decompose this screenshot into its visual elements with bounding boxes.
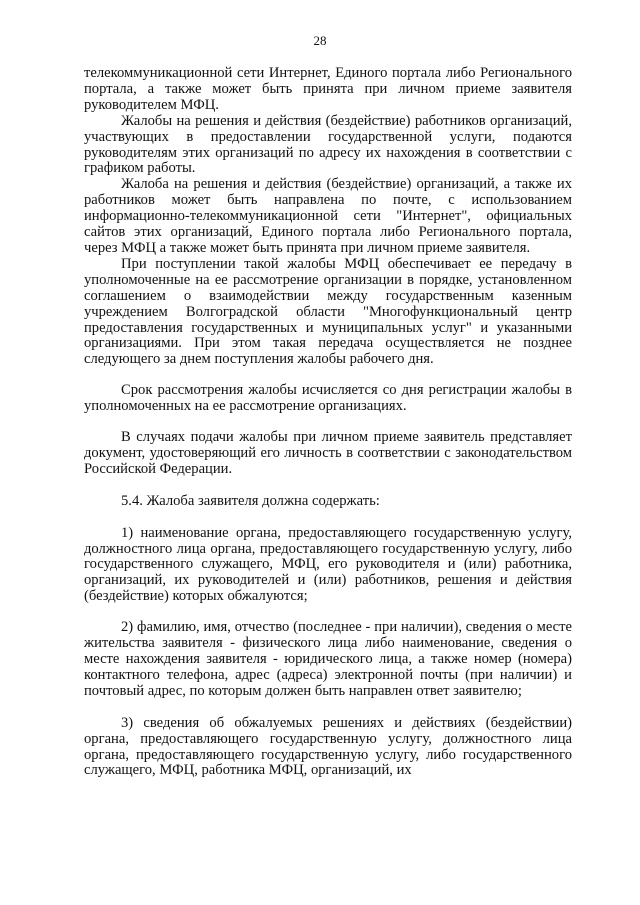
paragraph-complaint-submission: Жалоба на решения и действия (бездействие) организаций, а также их работников может быть направлена по почте, с использованием информационно-телекоммуникационной сети "Интернет", официальных сайтов этих организаций, Единого портала либо Регионального портала, через МФЦ а также может быть принята при личном приеме заявителя.	[84, 176, 572, 256]
list-item-1: 1) наименование органа, предоставляющего государственную услугу, должностного лица органа, предоставляющего государственную услугу, либо государственного служащего, МФЦ, его руководителя и (или) работника, организаций, их руководителей и (или) работников, решения и действия (бездействие) которых обжалуются;	[84, 524, 572, 605]
document-body	[84, 66, 572, 779]
paragraph-personal-submission: В случаях подачи жалобы при личном приеме заявитель представляет документ, удостоверяющий его личность в соответствии с законодательством Российской Федерации.	[84, 429, 572, 477]
paragraph-review-period: Срок рассмотрения жалобы исчисляется со дня регистрации жалобы в уполномоченных на ее рассмотрение организациях.	[84, 382, 572, 415]
list-item-3: 3) сведения об обжалуемых решениях и действиях (бездействии) органа, предоставляющего государственную услугу, должностного лица органа, предоставляющего государственную услугу, либо государственного служащего, МФЦ, работника МФЦ, организаций, их	[84, 714, 572, 779]
list-item-2: 2) фамилию, имя, отчество (последнее - при наличии), сведения о месте жительства заявителя - физического лица либо наименование, сведения о месте нахождения заявителя - юридического лица, а также номер (номера) контактного телефона, адрес (адреса) электронной почты (при наличии) и почтовый адрес, по которым должен быть направлен ответ заявителю;	[84, 619, 572, 699]
paragraph-mfc-transfer: При поступлении такой жалобы МФЦ обеспечивает ее передачу в уполномоченные на ее рассмотрение организации в порядке, установленном соглашением о взаимодействии между государственным казенным учреждением Волгоградской области "Многофункциональный центр предоставления государственных и муниципальных услуг" и указанными организациями. При этом такая передача осуществляется не позднее следующего за днем поступления жалобы рабочего дня.	[84, 255, 572, 368]
page-number: 28	[313, 33, 327, 48]
paragraph-continuation: телекоммуникационной сети Интернет, Единого портала либо Регионального портала, а также может быть принята при личном приеме заявителя руководителем МФЦ.	[84, 65, 572, 113]
paragraph-complaints-organizations: Жалобы на решения и действия (бездействие) работников организаций, участвующих в предоставлении государственной услуги, подаются руководителям этих организаций по адресу их нахождения в соответствии с графиком работы.	[84, 112, 572, 177]
section-5-4-heading: 5.4. Жалоба заявителя должна содержать:	[121, 492, 380, 509]
